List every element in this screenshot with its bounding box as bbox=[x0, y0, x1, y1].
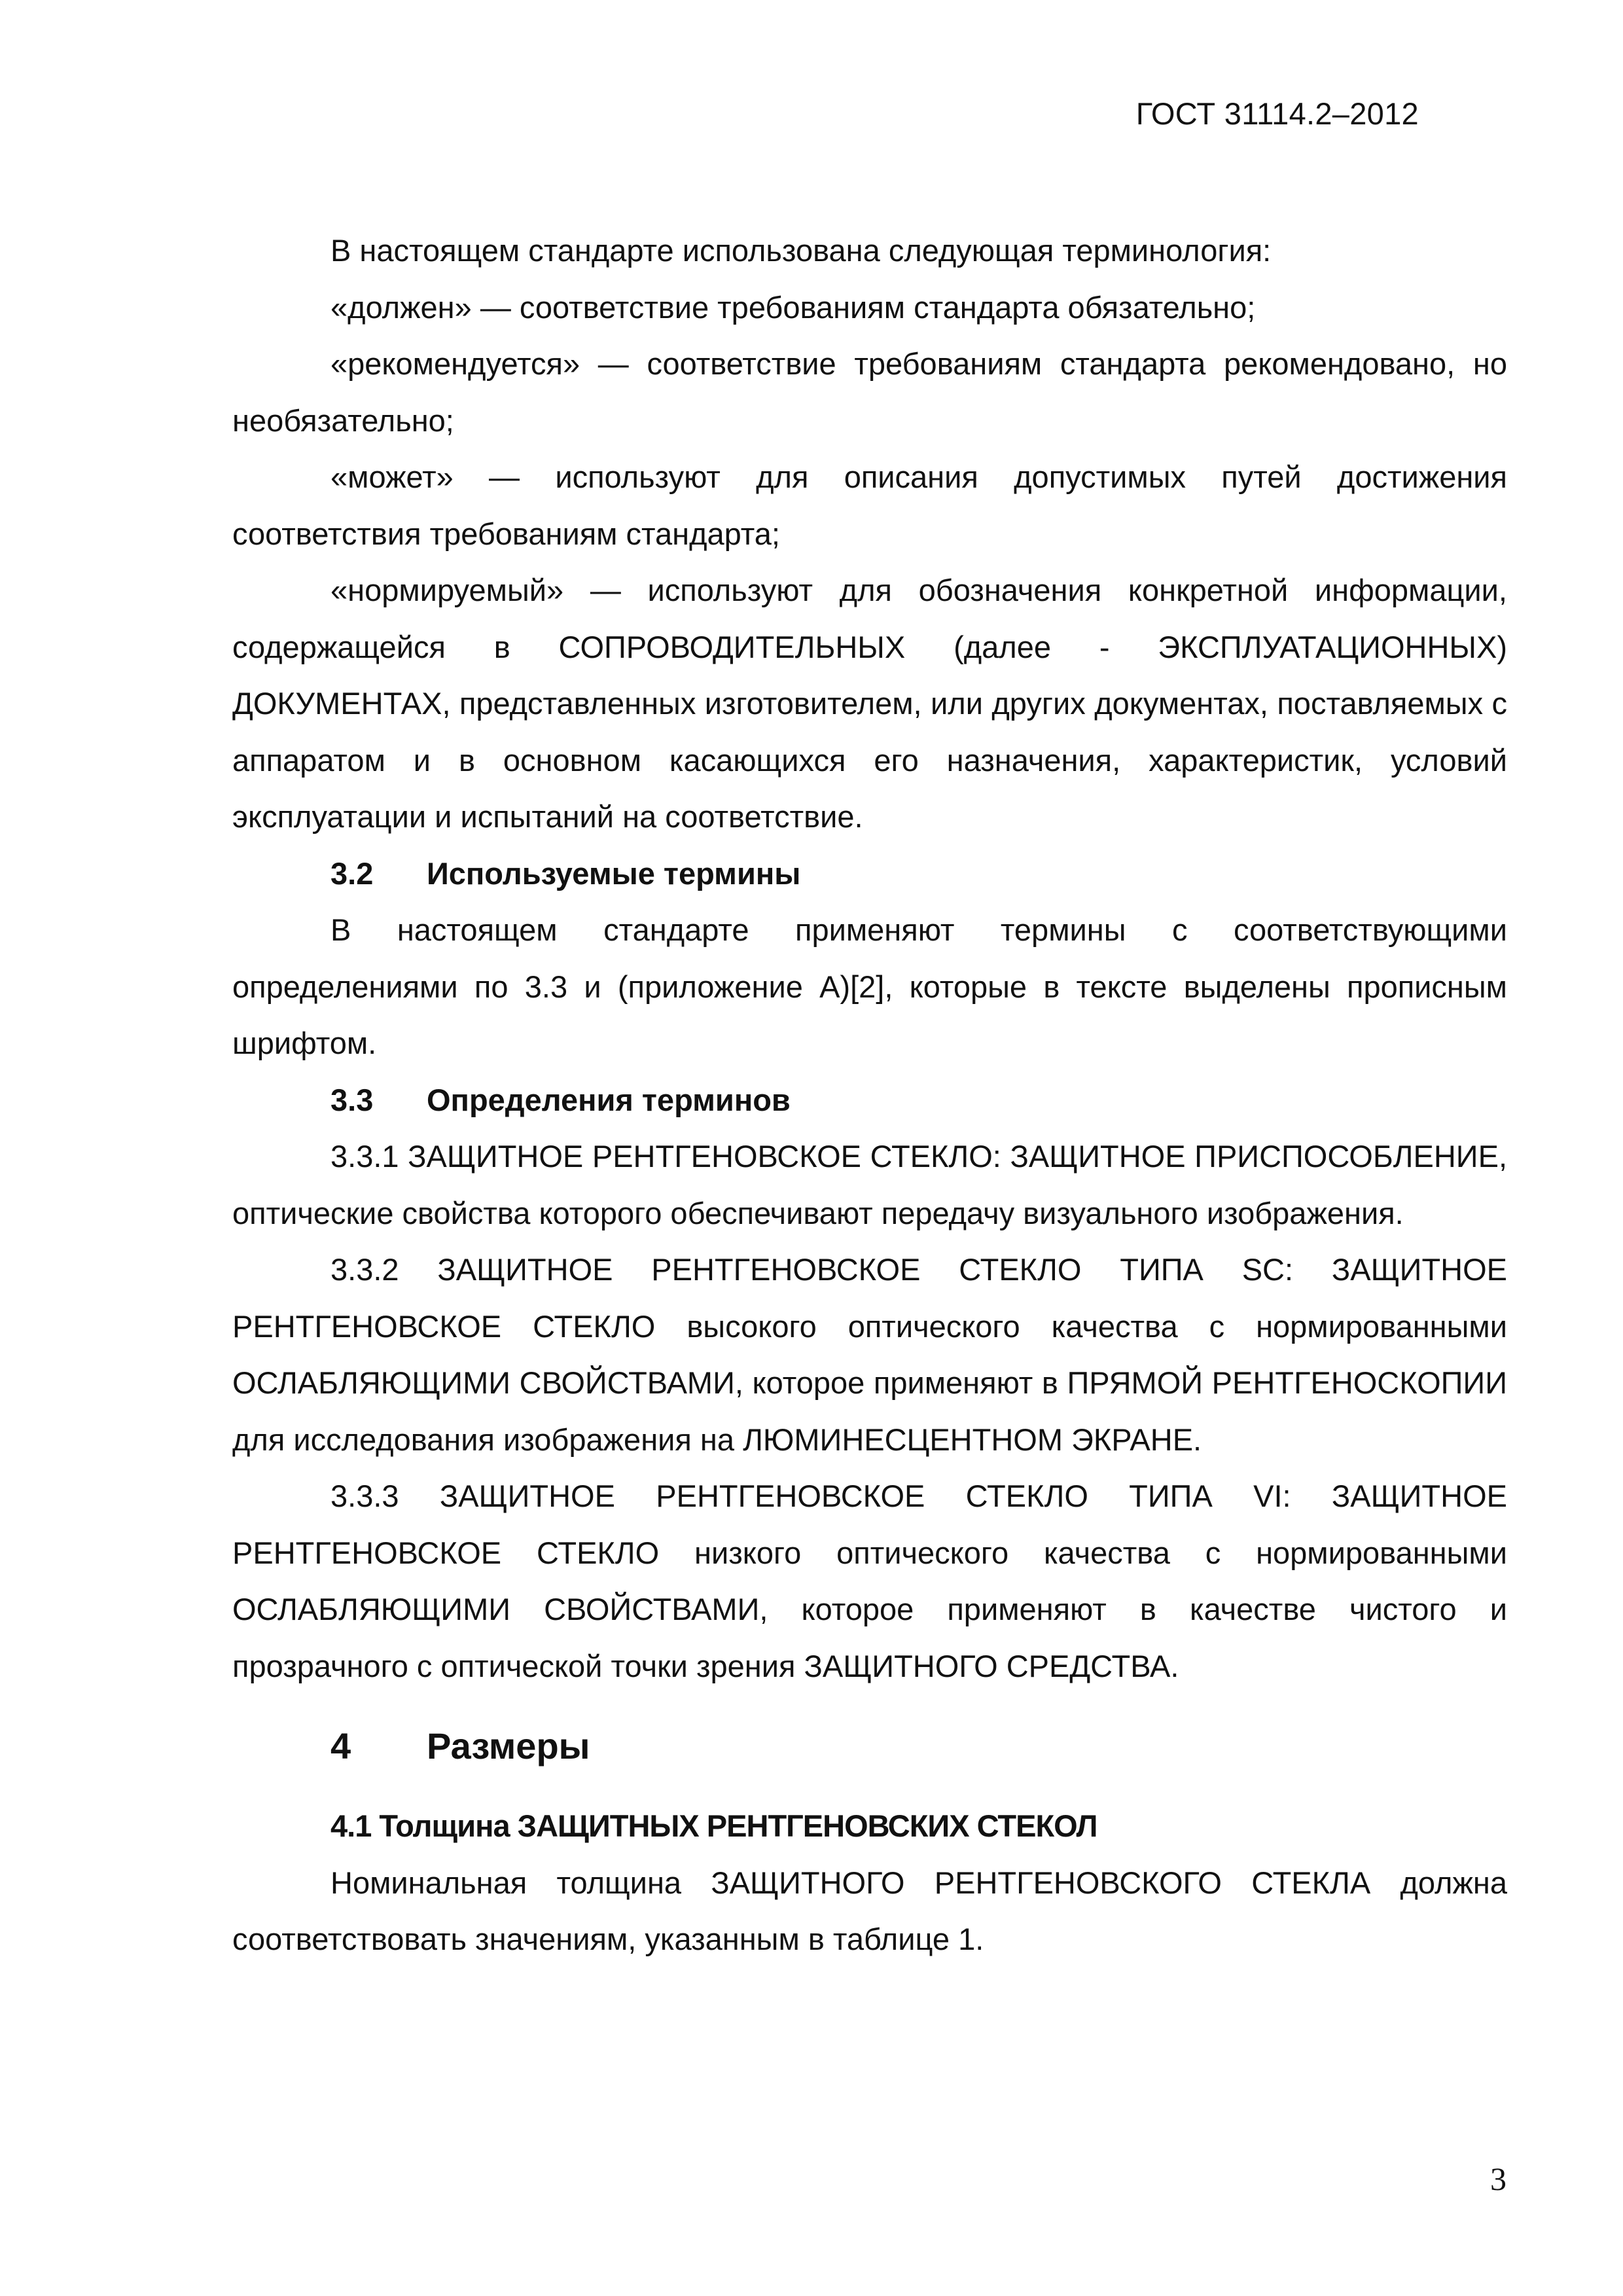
term-definition-3-3-1: 3.3.1 ЗАЩИТНОЕ РЕНТГЕНОВСКОЕ СТЕКЛО: ЗАЩИТНОЕ ПРИСПОСОБЛЕНИЕ, оптические свойства которого обеспечивают передачу визуального изображения. bbox=[232, 1139, 1507, 1230]
term-rekomenduetsya-paragraph: «рекомендуется» — соответствие требованиям стандарта рекомендовано, но необязательно; bbox=[232, 346, 1507, 438]
intro-paragraph: В настоящем стандарте использована следующая терминология: bbox=[330, 233, 1272, 268]
subsection-3-2-number: 3.2 bbox=[330, 855, 374, 891]
section-4-title: Размеры bbox=[427, 1725, 590, 1767]
term-dolzhen-paragraph: «должен» — соответствие требованиям стандарта обязательно; bbox=[330, 289, 1256, 325]
term-definition-3-3-2: 3.3.2 ЗАЩИТНОЕ РЕНТГЕНОВСКОЕ СТЕКЛО ТИПА SC: ЗАЩИТНОЕ РЕНТГЕНОВСКОЕ СТЕКЛО высокого оптического качества с нормированными ОСЛАБЛЯЮЩИМИ СВОЙСТВАМИ, которое применяют в ПРЯМОЙ РЕНТГЕНОСКОПИИ для исследования изображения на ЛЮМИНЕСЦЕНТНОМ ЭКРАНЕ. bbox=[232, 1252, 1507, 1457]
subsection-3-2-heading bbox=[232, 846, 1507, 903]
term-normiruemyy-paragraph: «нормируемый» — используют для обозначения конкретной информации, содержащейся в СОПРОВОДИТЕЛЬНЫХ (далее - ЭКСПЛУАТАЦИОННЫХ) ДОКУМЕНТАХ, представленных изготовителем, или других документах, поставляемых с аппаратом и в основном касающихся его назначения, характеристик, условий эксплуатации и испытаний на соответствие. bbox=[232, 573, 1507, 834]
subsection-3-3-number: 3.3 bbox=[330, 1082, 374, 1117]
subsection-3-3-heading bbox=[232, 1072, 1507, 1129]
document-header-code: ГОСТ 31114.2–2012 bbox=[1135, 96, 1419, 131]
subsection-3-2-title: Используемые термины bbox=[427, 855, 801, 891]
subsection-3-3-title: Определения терминов bbox=[427, 1082, 791, 1117]
term-mozhet-paragraph: «может» — используют для описания допустимых путей достижения соответствия требованиям стандарта; bbox=[232, 459, 1507, 551]
subsection-3-2-text: В настоящем стандарте применяют термины с соответствующими определениями по 3.3 и (приложение А)[2], которые в тексте выделены прописным шрифтом. bbox=[232, 912, 1507, 1060]
document-body bbox=[232, 223, 1507, 1968]
page-number: 3 bbox=[1490, 2161, 1507, 2197]
section-4-heading bbox=[232, 1718, 1507, 1774]
section-4-number: 4 bbox=[330, 1725, 351, 1767]
term-definition-3-3-3: 3.3.3 ЗАЩИТНОЕ РЕНТГЕНОВСКОЕ СТЕКЛО ТИПА VI: ЗАЩИТНОЕ РЕНТГЕНОВСКОЕ СТЕКЛО низкого оптического качества с нормированными ОСЛАБЛЯЮЩИМИ СВОЙСТВАМИ, которое применяют в качестве чистого и прозрачного с оптической точки зрения ЗАЩИТНОГО СРЕДСТВА. bbox=[232, 1479, 1507, 1683]
subsection-4-1-text: Номинальная толщина ЗАЩИТНОГО РЕНТГЕНОВСКОГО СТЕКЛА должна соответствовать значениям, указанным в таблице 1. bbox=[232, 1865, 1507, 1956]
subsection-4-1-heading: 4.1 Толщина ЗАЩИТНЫХ РЕНТГЕНОВСКИХ СТЕКОЛ bbox=[330, 1808, 1097, 1843]
